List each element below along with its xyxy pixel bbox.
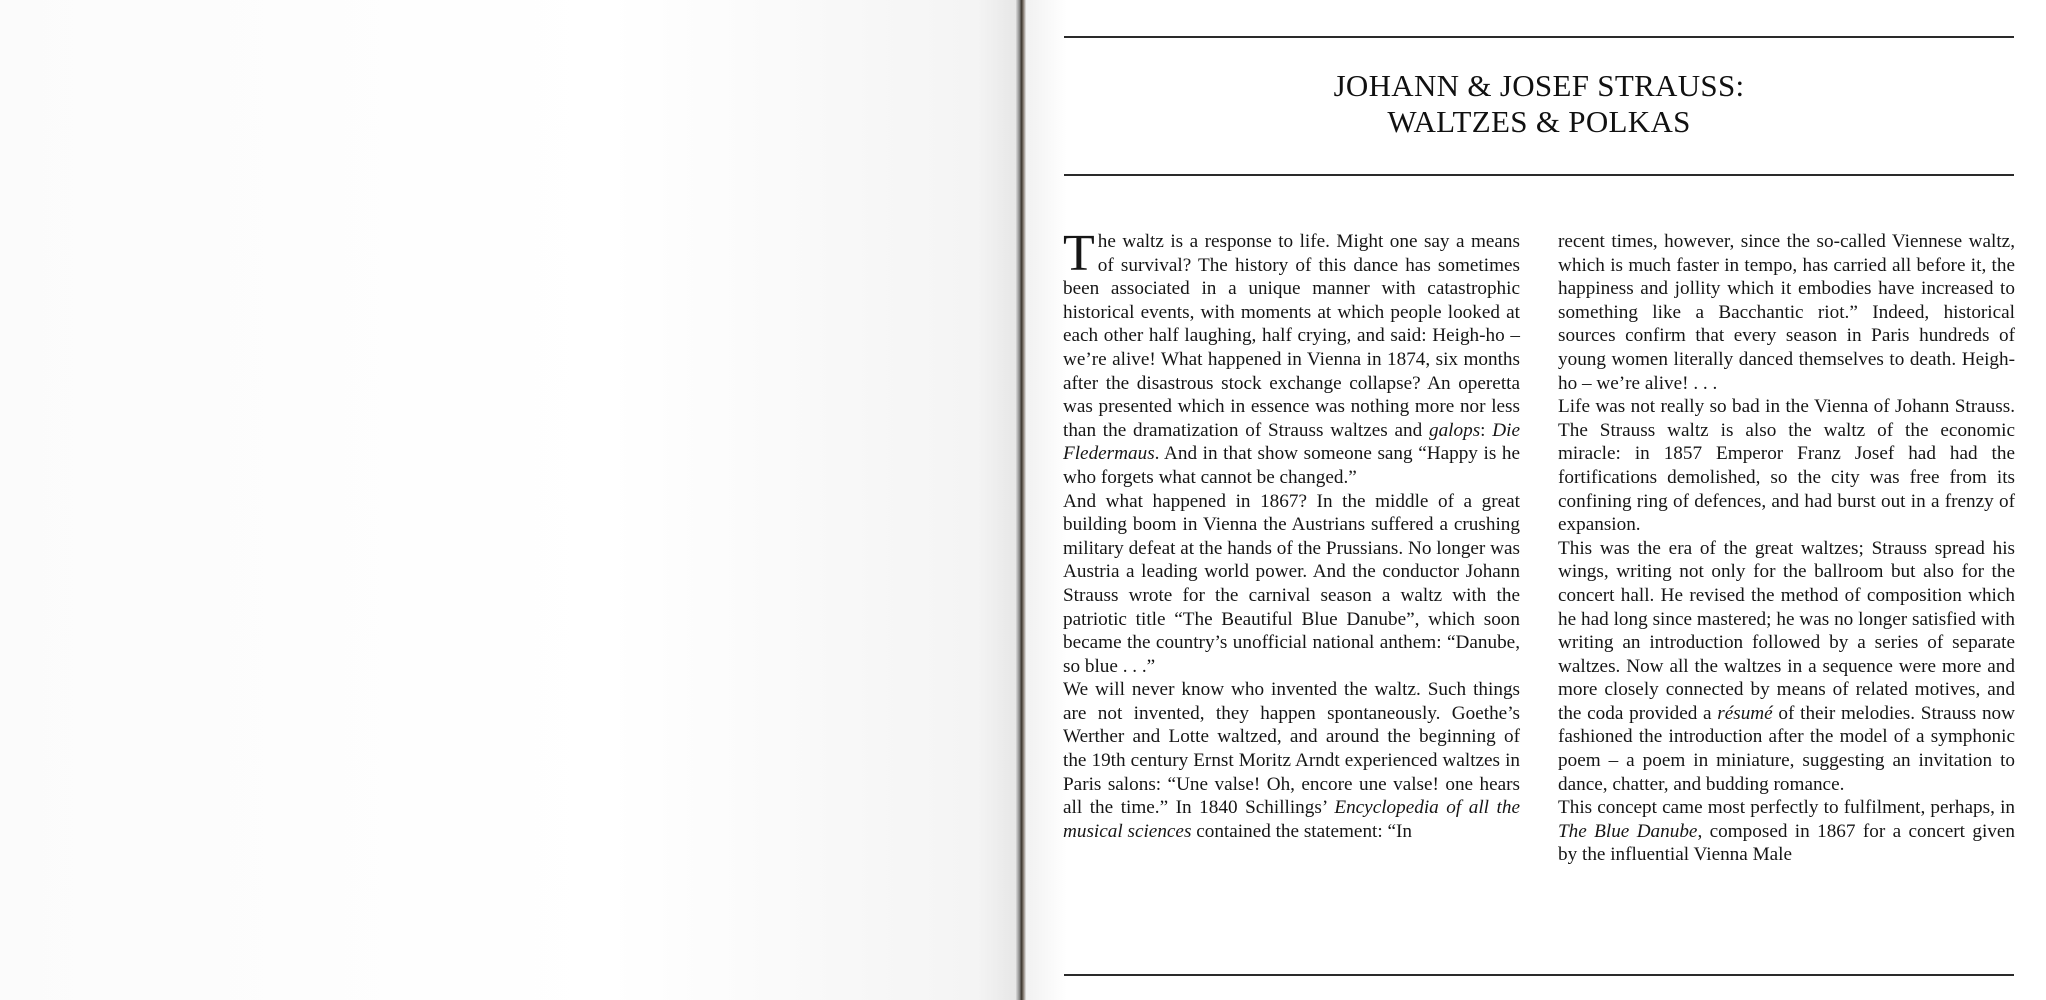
text-column-left (1063, 225, 1520, 843)
title-line-1: JOHANN & JOSEF STRAUSS: (1333, 68, 1745, 103)
blank-left-page (0, 0, 1018, 1000)
page-title (1064, 68, 2014, 140)
title-bottom-rule (1064, 174, 2014, 176)
paragraph: We will never know who invented the waltz. Such things are not invented, they happen spontaneously. Goethe’s Werther and Lotte waltzed, and around the beginning of the 19th century Ernst Moritz Arndt experienced waltzes in Paris salons: “Une valse! Oh, encore une valse! one hears all the time.” In 1840 Schillings’ Encyclopedia of all the musical sciences contained the statement: “In (1063, 679, 1520, 842)
paragraph: The waltz is a response to life. Might one say a means of survival? The history of this dance has sometimes been associated in a unique manner with catastrophic historical events, with moments at which people looked at each other half laughing, half crying, and said: Heigh-ho – we’re alive! What happened in Vienna in 1874, six months after the disastrous stock exchange collapse? An operetta was presented which in essence was nothing more nor less than the dramatization of Strauss waltzes and galops: Die Fledermaus. And in that show someone sang “Happy is he who forgets what cannot be changed.” (1063, 225, 1520, 488)
bottom-rule (1064, 974, 2014, 976)
paragraph: This concept came most perfectly to fulfilment, perhaps, in The Blue Danube, composed in 1867 for a concert given by the influential Vienna Male (1558, 797, 2015, 866)
drop-cap: T (1063, 225, 1095, 282)
text-column-right (1558, 230, 2015, 867)
paragraph: And what happened in 1867? In the middle of a great building boom in Vienna the Austrians suffered a crushing military defeat at the hands of the Prussians. No longer was Austria a leading world power. And the conductor Johann Strauss wrote for the carnival season a waltz with the patriotic title “The Beautiful Blue Danube”, which soon became the country’s unofficial national anthem: “Danube, so blue . . .” (1063, 490, 1520, 677)
paragraph: Life was not really so bad in the Vienna of Johann Strauss. The Strauss waltz is also the waltz of the economic miracle: in 1857 Emperor Franz Josef had had the fortifications demolished, so the city was free from its confining ring of defences, and had burst out in a frenzy of expansion. (1558, 396, 2015, 536)
paragraph: This was the era of the great waltzes; Strauss spread his wings, writing not only for the ballroom but also for the concert hall. He revised the method of composition which he had long since mastered; he was no longer satisfied with writing an introduction followed by a series of separate waltzes. Now all the waltzes in a sequence were more and more closely connected by means of related motives, and the coda provided a résumé of their melodies. Strauss now fashioned the introduction after the model of a symphonic poem – a poem in miniature, suggesting an invitation to dance, chatter, and budding romance. (1558, 537, 2015, 795)
book-spine (1016, 0, 1026, 1000)
title-line-2: WALTZES & POLKAS (1387, 104, 1691, 139)
paragraph: recent times, however, since the so-called Viennese waltz, which is much faster in tempo, has carried all before it, the happiness and jollity which it embodies have increased to something like a Bacchantic riot.” Indeed, historical sources confirm that every season in Paris hundreds of young women literally danced themselves to death. Heigh-ho – we’re alive! . . . (1558, 231, 2015, 394)
top-rule (1064, 36, 2014, 38)
